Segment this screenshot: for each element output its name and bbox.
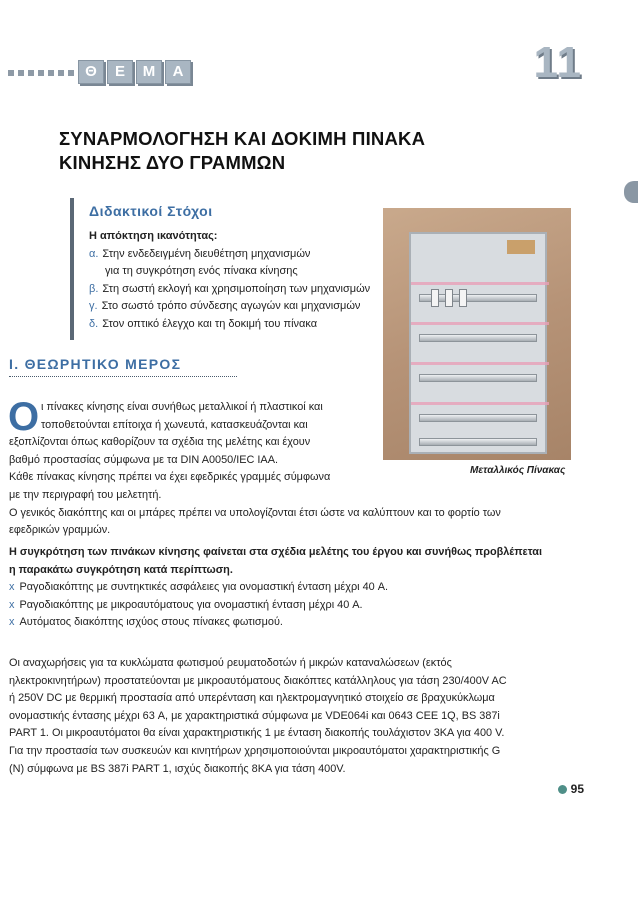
bold-paragraph (9, 544, 574, 579)
thema-label (78, 60, 191, 84)
bullet-marker: x (9, 598, 15, 611)
objective-item (89, 246, 370, 264)
objective-text: Στον οπτικό έλεγχο και τη δοκιμή του πίνακα (102, 317, 318, 330)
text-line: εφεδρικών γραμμών. (9, 524, 111, 537)
side-tab (624, 181, 638, 203)
text-line: ηλεκτροκινητήρων) προστατεύονται με μικροαυτόματους διακόπτες κατάλληλους για τάση 230/400V AC (9, 674, 507, 687)
thema-letter: Α (165, 60, 191, 84)
text-line: η παρακάτω συγκρότηση κατά περίπτωση. (9, 563, 233, 576)
thema-letter: Θ (78, 60, 104, 84)
panel-photo (383, 208, 571, 460)
bullet-marker: x (9, 581, 15, 593)
page-number-text: 95 (570, 782, 584, 796)
title-line-1: ΣΥΝΑΡΜΟΛΟΓΗΣΗ ΚΑΙ ΔΟΚΙΜΗ ΠΙΝΑΚΑ (59, 128, 426, 149)
objective-item (89, 281, 370, 299)
bullet-marker: x (9, 616, 15, 629)
text-line: εξοπλίζονται όπως καθορίζουν τα σχέδια της μελέτης και έχουν (9, 436, 311, 448)
objective-marker: δ. (89, 317, 99, 330)
thema-letter: Ε (107, 60, 133, 84)
text-line: Η συγκρότηση των πινάκων κίνησης φαίνεται στα σχέδια μελέτης του έργου και συνήθως προβλέπεται (9, 546, 543, 558)
text-line: (N) σύμφωνα με BS 387i PART 1, ισχύς διακοπής 8KA για τάση 400V. (9, 762, 346, 775)
objectives-heading: Διδακτικοί Στόχοι (89, 203, 213, 219)
bullet-text: Αυτόματος διακόπτης ισχύος στους πίνακες φωτισμού. (19, 616, 283, 629)
text-line: Κάθε πίνακας κίνησης πρέπει να έχει εφεδρικές γραμμές σύμφωνα (9, 471, 331, 484)
page-title (59, 127, 425, 175)
list-item (9, 614, 574, 632)
paragraph-1-end (9, 487, 574, 540)
paragraph-1-middle (9, 434, 381, 487)
header-dots (8, 70, 84, 76)
text-line: τοποθετούνται επίτοιχα ή χωνευτά, κατασκευάζονται και (41, 418, 308, 431)
text-line: ονομαστικής έντασης μέχρι 63 A, με χαρακτηριστικά σύμφωνα με VDE064i και 0643 CEE 1Q, BS 387i (9, 709, 500, 722)
objective-marker: α. (89, 247, 99, 260)
text-line: βαθμό προστασίας σύμφωνα με τα DIN A0050/IEC IAA. (9, 453, 278, 466)
objectives-list (89, 228, 370, 333)
objective-marker: β. (89, 282, 99, 295)
text-line: με την περιγραφή του μελετητή. (9, 489, 162, 501)
text-line: PART 1. Οι μικροαυτόματοι θα είναι χαρακτηριστικής 1 με ένταση διακοπής τουλάχιστον 3KA για 400 V. (9, 727, 505, 740)
objectives-lead: Η απόκτηση ικανότητας: (89, 230, 218, 242)
bullet-text: Ραγοδιακόπτης με συντηκτικές ασφάλειες για ονομαστική ένταση μέχρι 40 A. (19, 581, 389, 593)
drop-cap: Ο (8, 395, 40, 439)
section-heading: Ι. ΘΕΩΡΗΤΙΚΟ ΜΕΡΟΣ (9, 356, 182, 372)
title-line-2: ΚΙΝΗΣΗΣ ΔΥΟ ΓΡΑΜΜΩΝ (59, 152, 286, 173)
objective-item (89, 316, 370, 334)
objective-text: Στο σωστό τρόπο σύνδεσης αγωγών και μηχανισμών (101, 300, 361, 312)
bullet-text: Ραγοδιακόπτης με μικροαυτόματους για ονομαστική ένταση μέχρι 40 A. (19, 598, 363, 611)
list-item (9, 597, 574, 615)
objective-marker: γ. (89, 300, 98, 312)
text-line: Οι αναχωρήσεις για τα κυκλώματα φωτισμού ρευματοδοτών ή μικρών καταναλώσεων (εκτός (9, 657, 452, 669)
section-divider (9, 376, 237, 377)
text-line: ι πίνακες κίνησης είναι συνήθως μεταλλικοί ή πλαστικοί και (41, 401, 323, 413)
page-number (558, 782, 584, 796)
figure-caption: Μεταλλικός Πίνακας (470, 465, 566, 476)
paragraph-1-start (41, 399, 381, 434)
bullet-list (9, 579, 574, 632)
page-dot-icon (558, 785, 567, 794)
text-line: ή 250V DC με θερμική προστασία από υπερένταση και ηλεκτρομαγνητικό στοιχείο σε βραχυκύκλωμα (9, 692, 495, 705)
text-line: Για την προστασία των συσκευών και κινητήρων χρησιμοποιούνται μικροαυτόματοι χαρακτηριστικής G (9, 744, 501, 757)
paragraph-2 (9, 655, 575, 778)
objective-text: Στην ενδεδειγμένη διευθέτηση μηχανισμών (102, 247, 311, 260)
list-item (9, 579, 574, 597)
chapter-number: 11 (533, 38, 582, 87)
text-line: Ο γενικός διακόπτης και οι μπάρες πρέπει να υπολογίζονται έτσι ώστε να καλύπτουν και το φορτίο των (9, 506, 501, 519)
objective-text: Στη σωστή εκλογή και χρησιμοποίηση των μηχανισμών (102, 282, 371, 295)
cabinet-image (409, 232, 547, 454)
objectives-bar (70, 198, 74, 340)
objective-item (89, 298, 370, 316)
objective-item-cont: για τη συγκρότηση ενός πίνακα κίνησης (105, 265, 298, 277)
thema-letter: Μ (136, 60, 162, 84)
